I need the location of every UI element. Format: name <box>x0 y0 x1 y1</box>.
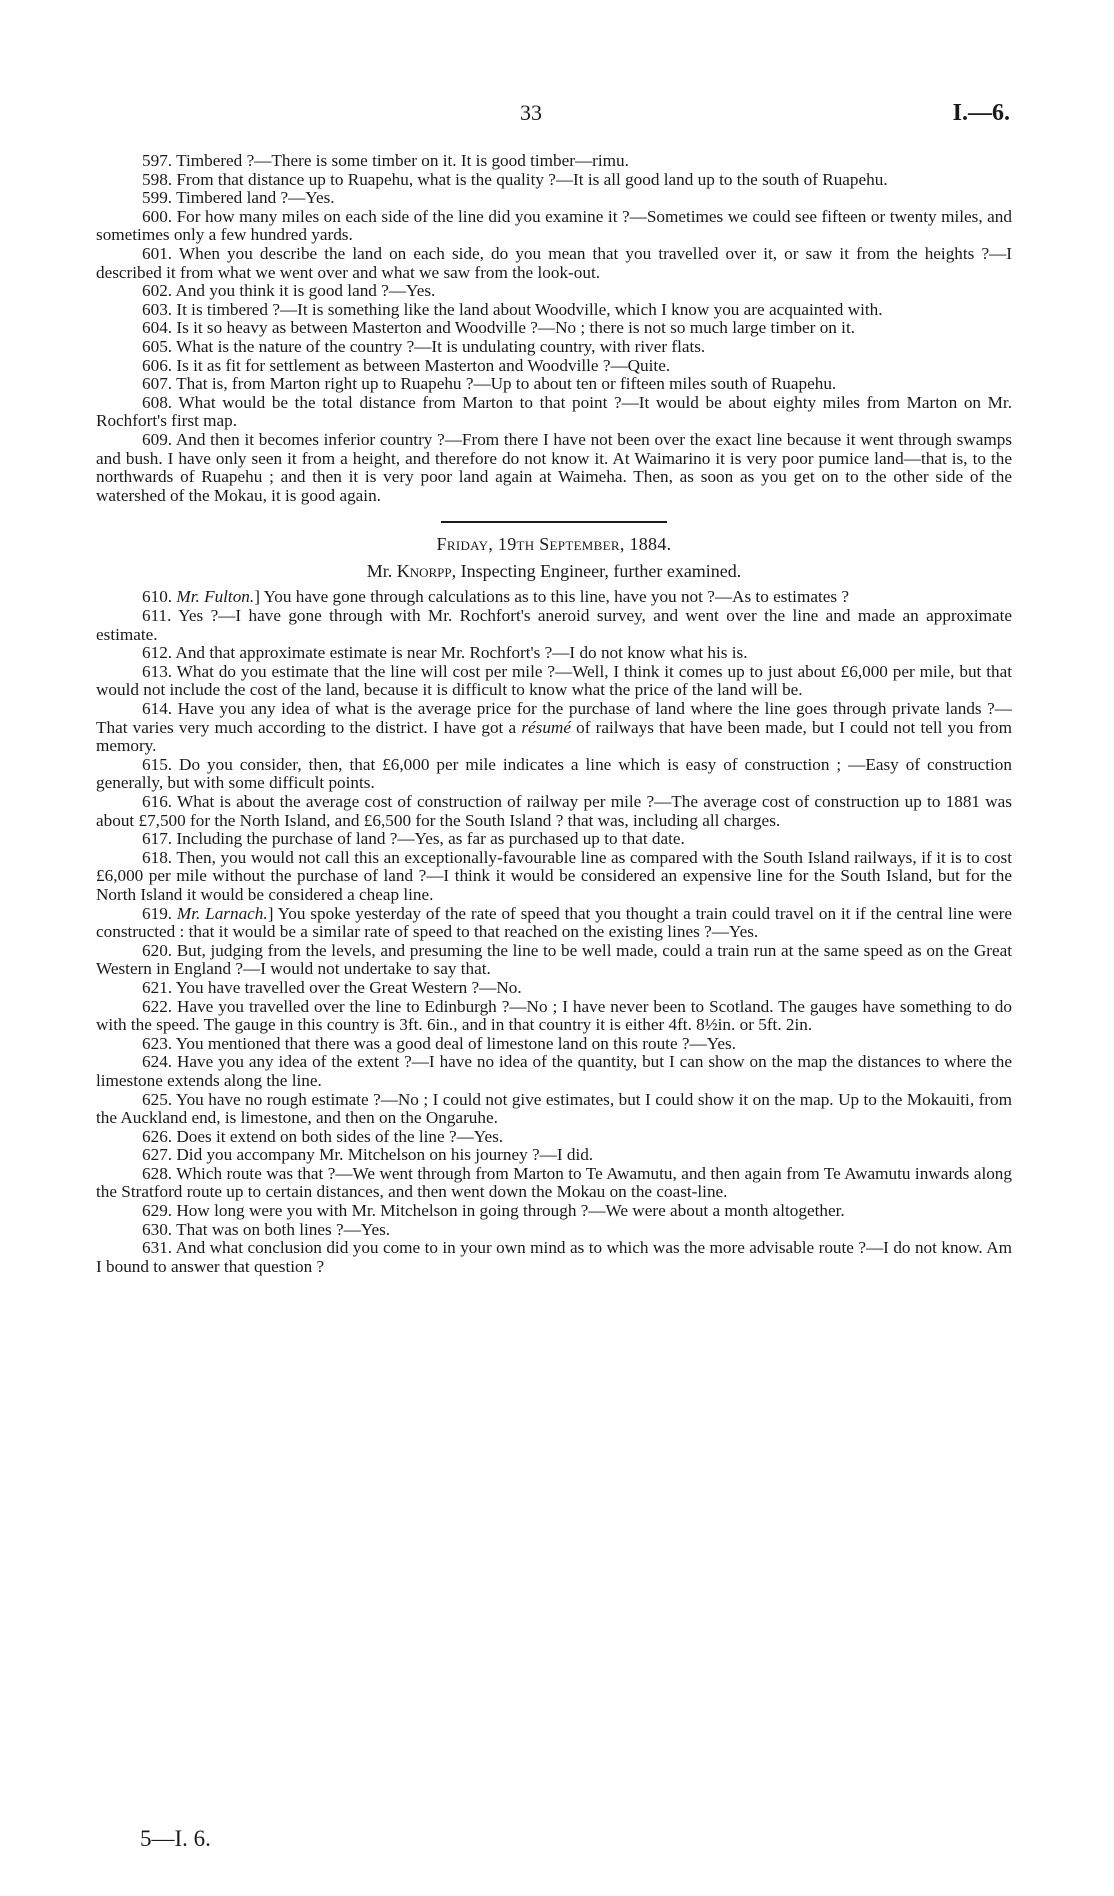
paragraph <box>96 700 1012 756</box>
paragraph <box>96 905 1012 942</box>
paragraph: 627. Did you accompany Mr. Mitchelson on his journey ?—I did. <box>142 1145 594 1165</box>
section-divider <box>441 521 667 523</box>
session-date-heading: Friday, 19th September, 1884. <box>436 534 672 555</box>
paragraph: 600. For how many miles on each side of the line did you examine it ?—Sometimes we could see fifteen or twenty miles, and sometimes only a few hundred yards. <box>96 206 1012 245</box>
paragraph: 601. When you describe the land on each side, do you mean that you travelled over it, or saw it from the heights ?—I described it from what we went over and what we saw from the look-out. <box>96 243 1012 282</box>
paragraph: 623. You mentioned that there was a good deal of limestone land on this route ?—Yes. <box>142 1033 736 1053</box>
paragraph: 607. That is, from Marton right up to Ruapehu ?—Up to about ten or fifteen miles south of Ruapehu. <box>142 374 837 394</box>
paragraph: 598. From that distance up to Ruapehu, what is the quality ?—It is all good land up to the south of Ruapehu. <box>142 169 888 189</box>
paragraph: 631. And what conclusion did you come to in your own mind as to which was the more advisable route ?—I do not know. Am I bound to answer that question ? <box>96 1238 1012 1276</box>
paragraph: 608. What would be the total distance from Marton to that point ?—It would be about eighty miles from Marton on Mr. Rochfort's first map. <box>96 392 1012 431</box>
paragraph: 624. Have you any idea of the extent ?—I have no idea of the quantity, but I can show on the map the distances to where the limestone extends along the line. <box>96 1052 1012 1090</box>
page-header <box>0 100 1114 130</box>
paragraph: 597. Timbered ?—There is some timber on it. It is good timber—rimu. <box>142 151 629 170</box>
paragraph: 621. You have travelled over the Great Western ?—No. <box>142 977 522 997</box>
question-number: 619. <box>142 903 173 923</box>
paragraph: 612. And that approximate estimate is near Mr. Rochfort's ?—I do not know what his is. <box>142 643 748 663</box>
paragraph: 613. What do you estimate that the line will cost per mile ?—Well, I think it comes up to just about £6,000 per mile, but that would not include the cost of the land, because it is difficult to know what the price of the land will be. <box>96 661 1012 700</box>
question-text: ] You have gone through calculations as to this line, have you not ?—As to estimates ? <box>254 587 849 607</box>
witness-description: , Inspecting Engineer, further examined. <box>451 560 742 581</box>
paragraph: 615. Do you consider, then, that £6,000 per mile indicates a line which is easy of construction ; —Easy of construction generally, but with some difficult points. <box>96 754 1012 793</box>
paragraph: 611. Yes ?—I have gone through with Mr. Rochfort's aneroid survey, and went over the line and made an approximate estimate. <box>96 606 1012 644</box>
paragraph: 622. Have you travelled over the line to Edinburgh ?—No ; I have never been to Scotland. The gauges have something to do with the speed. The gauge in this country is 3ft. 6in., and in that country it is either 4ft. 8½in. or 5ft. 2in. <box>96 996 1012 1035</box>
witness-prefix: Mr. <box>366 560 393 581</box>
paragraph: 599. Timbered land ?—Yes. <box>142 188 335 208</box>
signature-mark: 5—I. 6. <box>140 1826 211 1851</box>
paragraph: 618. Then, you would not call this an exceptionally-favourable line as compared with the South Island railways, if it is to cost £6,000 per mile without the purchase of land ?—I think it would be considered an expensive line for the South Island, but for the North Island it would be considered a cheap line. <box>96 847 1012 904</box>
paragraph: 629. How long were you with Mr. Mitchelson in going through ?—We were about a month altogether. <box>142 1201 845 1221</box>
paragraph: 602. And you think it is good land ?—Yes. <box>142 281 436 301</box>
speaker-name: Mr. Larnach. <box>176 903 268 923</box>
paragraph: 617. Including the purchase of land ?—Yes, as far as purchased up to that date. <box>142 829 685 849</box>
italic-term: résumé <box>521 717 571 737</box>
paragraph-text: 614. Have you any idea of what is the average price for the purchase of land where the line goes through private lands ?—That varies very much according to the district. I have got a <box>96 699 1012 737</box>
paragraph: 606. Is it as fit for settlement as between Masterton and Woodville ?—Quite. <box>142 355 671 375</box>
paragraph <box>96 588 1012 607</box>
paragraph: 630. That was on both lines ?—Yes. <box>142 1219 391 1239</box>
witness-heading <box>96 562 1012 581</box>
page-number: 33 <box>520 100 542 125</box>
paragraph: 626. Does it extend on both sides of the line ?—Yes. <box>142 1126 504 1146</box>
paragraph: 603. It is timbered ?—It is something like the land about Woodville, which I know you are acquainted with. <box>142 299 883 319</box>
paragraph: 605. What is the nature of the country ?—It is undulating country, with river flats. <box>142 336 706 356</box>
paragraph: 604. Is it so heavy as between Masterton and Woodville ?—No ; there is not so much large timber on it. <box>142 318 856 338</box>
question-text: ] You spoke yesterday of the rate of speed that you thought a train could travel on it if the central line were constructed : that it would be a similar rate of speed to that reached on the existing lines ?—Yes. <box>96 903 1012 942</box>
paragraph: 616. What is about the average cost of construction of railway per mile ?—The average cost of construction up to 1881 was about £7,500 for the North Island, and £6,500 for the South Island ? that was, including all charges. <box>96 792 1012 830</box>
document-body <box>96 152 1012 1276</box>
paragraph: 628. Which route was that ?—We went through from Marton to Te Awamutu, and then again from Te Awamutu inwards along the Stratford route up to certain distances, and then went down the Mokau on the coast-line. <box>96 1163 1012 1202</box>
paragraph: 609. And then it becomes inferior country ?—From there I have not been over the exact line because it went through swamps and bush. I have only seen it from a height, and therefore do not know it. At Waimarino it is very poor pumice land—that is, to the northwards of Ruapehu ; and then it is very poor land again at Waimeha. Then, as soon as you get on to the other side of the watershed of the Mokau, it is good again. <box>96 429 1012 505</box>
paragraph: 620. But, judging from the levels, and presuming the line to be well made, could a train run at the same speed as on the Great Western in England ?—I would not undertake to say that. <box>96 940 1012 979</box>
paragraph: 625. You have no rough estimate ?—No ; I could not give estimates, but I could show it on the map. Up to the Mokauiti, from the Auckland end, is limestone, and then on the Ongaruhe. <box>96 1089 1012 1128</box>
question-number: 610. <box>142 587 173 607</box>
paragraph-text: of railways that have been made, but I could not tell you from memory. <box>96 717 1013 756</box>
witness-name: Knorpp <box>396 560 452 581</box>
document-reference: I.—6. <box>952 100 1010 126</box>
speaker-name: Mr. Fulton. <box>176 587 255 607</box>
